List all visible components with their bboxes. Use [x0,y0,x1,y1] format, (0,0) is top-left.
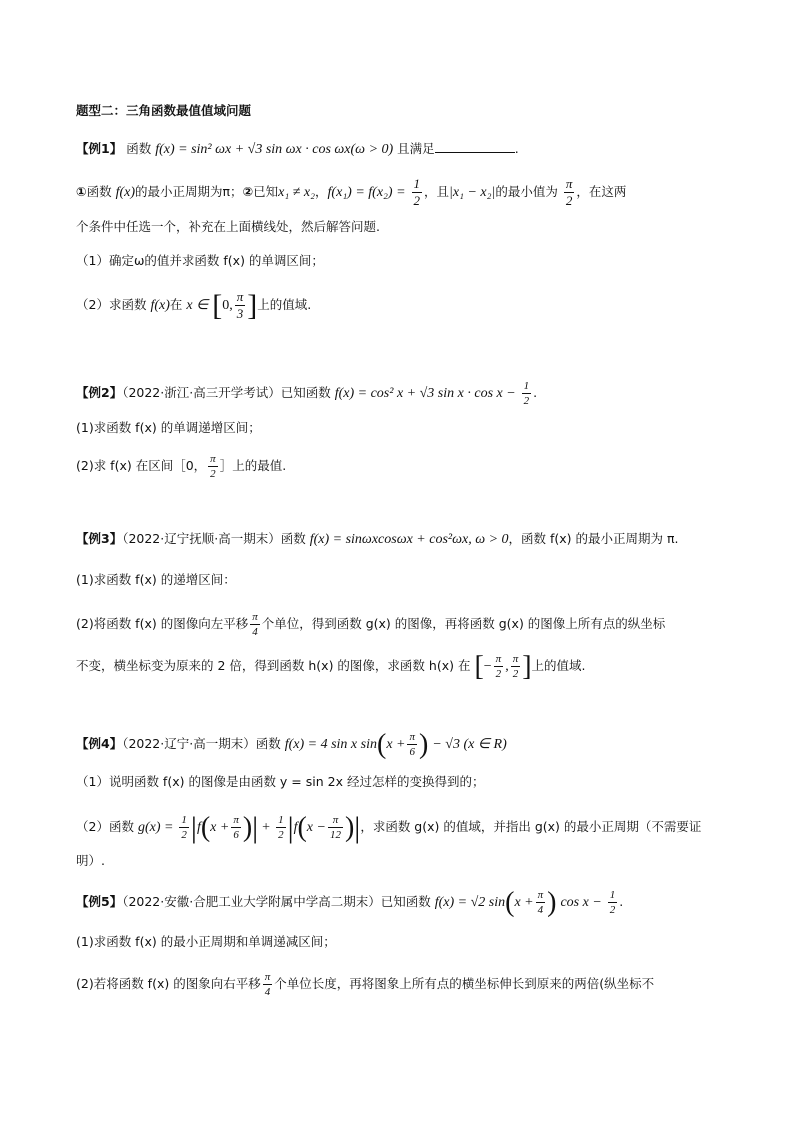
ex2-formula: f(x) = cos² x + √3 sin x · cos x − [334,386,516,401]
ex1-blank-end: . [514,141,519,156]
ex4-question-2-cont: 明）. [76,853,105,868]
example-5-statement [76,886,623,919]
frac-num: π [210,453,216,465]
ex2-end: . [533,385,538,400]
ex3-tail: ，函数 f(x) 的最小正周期为 π. [508,531,679,546]
ex1-fx1fx2: f(x₁) = f(x₂) = [327,185,406,200]
ex1-formula: f(x) = sin² ωx + √3 sin ωx · cos ωx(ω > 0) [155,142,394,157]
fraction-pi-over-12 [328,814,343,841]
left-paren: ( [200,811,211,843]
frac-den: 4 [264,986,271,998]
ex3-intro: 函数 [280,531,306,546]
frac-den: 2 [278,829,284,841]
frac-den: 12 [329,829,341,841]
frac-den: 6 [409,746,415,758]
q2-text-b: ］上的最值. [219,458,287,473]
answer-blank[interactable] [435,140,515,153]
ex1-cond1-mark: ① [76,184,87,199]
example-1-statement [76,140,519,157]
left-paren: ( [376,728,387,760]
ex1-absdiff: |x₁ − x₂| [449,185,496,200]
frac-num: 1 [523,380,530,392]
plus-sign: + [262,820,271,835]
x-minus: x − [306,820,326,835]
frac-den: 2 [512,668,519,680]
interval-start: 0, [222,298,233,313]
frac-num: π [512,653,519,665]
ex5-question-2 [76,969,654,999]
ex1-tail: 且满足 [397,141,435,156]
right-paren: ) [547,886,557,918]
comma: , [505,659,509,674]
q2-text-a: (2)若将函数 f(x) 的图象向右平移 [76,976,261,991]
example-3-tag: 【例3】 [76,531,123,546]
ex1-cond2-b: ，且 [424,184,450,199]
ex4-formula-b: − √3 (x ∈ R) [432,737,507,752]
fraction-pi-over-2 [494,653,504,680]
ex4-question-2 [76,810,701,845]
left-paren: ( [297,811,307,843]
ex1-fx: f(x) [115,185,136,200]
ex2-source: （2022·浙江·高三开学考试） [122,385,281,400]
fraction-pi-over-6 [231,814,241,841]
ex1-line3: 个条件中任选一个，补充在上面横线处，然后解答问题. [76,219,380,234]
example-3-statement [76,533,679,547]
left-bracket: [ [212,288,223,322]
ex2-question-2 [76,451,286,481]
fraction-pi-over-4 [263,971,273,998]
abs-bar: | [287,810,294,844]
example-1-conditions [76,177,626,208]
ex1-cond1-tail: 的最小正周期为π； [135,184,243,199]
ex1-cond1: 函数 [86,184,112,199]
q2-text-a: （2）求函数 [76,297,147,312]
ex5-source: （2022·安徽·合肥工业大学附属中学高二期末） [122,894,381,909]
frac-num: π [537,889,544,901]
example-4-statement [76,728,507,761]
f-symbol: f [196,820,201,835]
ex3-question-2-line1 [76,609,665,639]
fraction-pi-over-2 [208,453,218,480]
q2-text-a: （2）函数 [76,819,134,834]
ex5-end: . [619,894,624,909]
q2-text-d: 上的值域. [531,658,586,673]
ex3-question-2-line2 [76,651,586,682]
right-paren: ) [242,811,253,843]
fraction-one-half [608,889,618,916]
q2-text-b: 个单位长度，再将图象上所有点的横坐标伸长到原来的两倍(纵坐标不 [274,976,655,991]
frac-den: 2 [413,193,421,208]
minus-sign: − [483,659,492,674]
abs-bar: | [354,810,361,844]
example-2-statement [76,379,537,408]
ex4-formula-a: f(x) = 4 sin x sin [284,737,377,752]
frac-num: π [328,814,343,828]
ex1-x1nex2: x₁ ≠ x₂ [278,185,316,200]
q2-x-in: x ∈ [186,298,209,313]
x-plus: x + [514,895,534,910]
fraction-one-half [179,814,189,841]
ex4-intro: 函数 [255,736,281,751]
q2-text-c: 不变，横坐标变为原来的 2 倍，得到函数 h(x) 的图像，求函数 h(x) 在 [76,658,471,673]
frac-num: 1 [609,889,616,901]
fraction-one-half [412,177,423,208]
left-paren: ( [505,886,515,918]
right-paren: ) [419,728,429,760]
frac-den: 2 [181,829,187,841]
fraction-one-half [276,814,286,841]
frac-num: 1 [413,176,421,191]
fraction-pi-over-4 [250,611,260,638]
abs-bar: | [252,810,259,844]
q2-text-c: 上的值域. [257,297,312,312]
q2-text-b: 个单位，得到函数 g(x) 的图像，再将函数 g(x) 的图像上所有点的纵坐标 [261,616,666,631]
q2-fx: f(x) [150,298,170,313]
frac-num: π [565,176,573,191]
q2-text-a: (2)求 f(x) 在区间［0， [76,458,207,473]
fraction-pi-over-4 [536,889,546,916]
fraction-pi-over-3 [235,290,246,321]
frac-num: π [264,971,271,983]
ex4-question-1: （1）说明函数 f(x) 的图像是由函数 y = sin 2x 经过怎样的变换得到的； [76,774,485,789]
ex1-question-2 [76,288,311,323]
ex1-cond2-c: 的最小值为 [495,184,558,199]
ex5-formula-a: f(x) = √2 sin [434,895,506,910]
section-title: 题型二：三角函数最值值域问题 [76,103,252,118]
q2-text-b: 在 [169,297,183,312]
ex5-formula-b: cos x − [560,895,602,910]
x-plus: x + [386,737,406,752]
ex2-question-1: (1)求函数 f(x) 的单调递增区间； [76,420,261,435]
ex5-intro: 已知函数 [380,894,431,909]
ex3-formula: f(x) = sinωxcosωx + cos²ωx, ω > 0 [309,532,509,547]
frac-num: π [236,289,244,304]
fraction-pi-over-2 [564,177,575,208]
right-paren: ) [344,811,355,843]
example-1-tag: 【例1】 [76,141,123,156]
frac-num: 1 [181,814,187,826]
example-4-tag: 【例4】 [76,736,123,751]
g-of-x: g(x) = [137,820,174,835]
frac-den: 3 [236,306,244,321]
f-symbol: f [293,820,298,835]
frac-num: π [495,653,502,665]
frac-den: 2 [609,904,616,916]
ex2-intro: 已知函数 [280,385,331,400]
left-bracket: [ [474,650,484,682]
frac-den: 2 [565,193,573,208]
x-plus: x + [210,820,230,835]
q2-text-b: ，求函数 g(x) 的值域，并指出 g(x) 的最小正周期（不需要证 [360,819,702,834]
q2-text-a: (2)将函数 f(x) 的图像向左平移 [76,616,249,631]
frac-den: 2 [210,468,216,480]
ex5-question-1: (1)求函数 f(x) 的最小正周期和单调递减区间； [76,934,336,949]
right-bracket: ] [522,650,532,682]
frac-num: π [409,731,415,743]
fraction-pi-over-6 [407,731,417,758]
abs-bar: | [190,810,197,844]
example-2-tag: 【例2】 [76,385,123,400]
frac-den: 6 [233,829,239,841]
ex1-cond2-a: 已知 [253,184,279,199]
ex1-cond2-d: ，在这两 [576,184,627,199]
ex1-cond2-mark: ② [242,184,254,199]
ex3-source: （2022·辽宁抚顺·高一期末） [122,531,281,546]
frac-den: 4 [537,904,544,916]
frac-den: 4 [252,626,258,638]
frac-num: 1 [278,814,284,826]
frac-den: 2 [523,395,530,407]
ex1-intro: 函数 [126,141,152,156]
fraction-one-half [522,380,532,407]
ex1-question-1: （1）确定ω的值并求函数 f(x) 的单调区间； [76,253,324,268]
ex3-question-1: (1)求函数 f(x) 的递增区间： [76,572,236,587]
frac-num: π [252,611,258,623]
right-bracket: ] [247,288,258,322]
fraction-pi-over-2 [511,653,521,680]
frac-den: 2 [495,668,502,680]
ex1-comma: ， [315,184,328,199]
example-5-tag: 【例5】 [76,894,123,909]
frac-num: π [233,814,239,826]
ex4-source: （2022·辽宁·高一期末） [122,736,256,751]
